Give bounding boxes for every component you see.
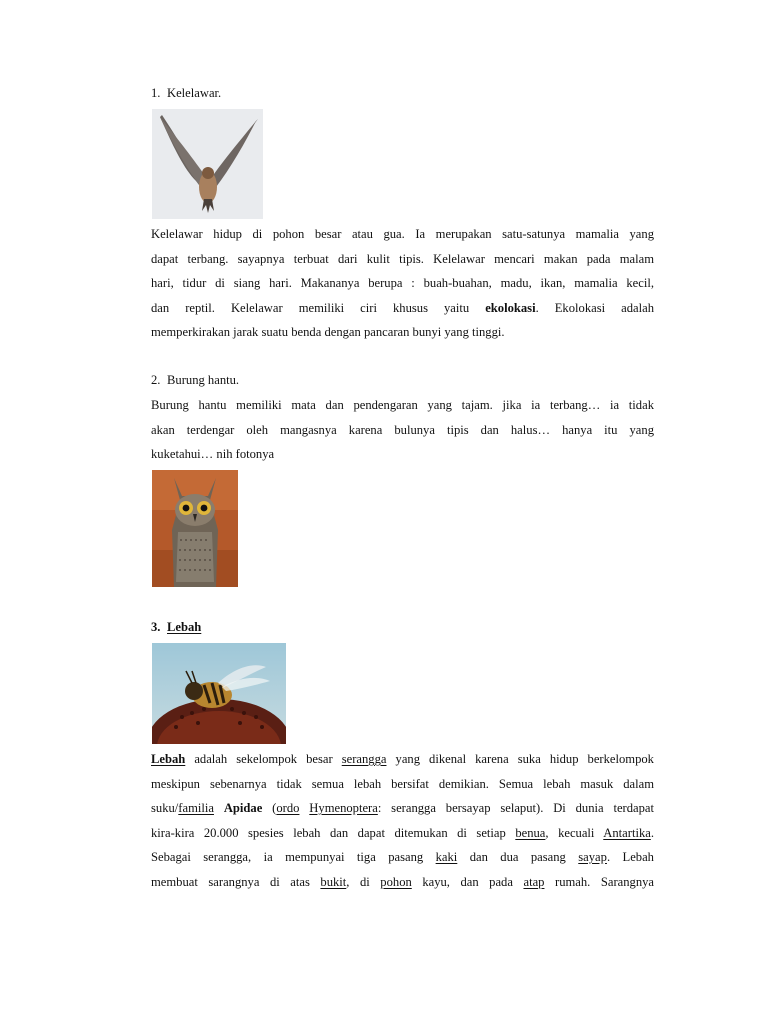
- text-run: : serangga bersayap selaput). Di dunia terdapat: [377, 801, 654, 815]
- text-run: dan dua pasang: [469, 850, 566, 864]
- text-run: Burung hantu memiliki mata dan pendengaran yang tajam.: [151, 398, 493, 412]
- text-line: [151, 393, 654, 418]
- text-line: [151, 747, 654, 772]
- text-run: . Lebah: [606, 850, 654, 864]
- section-title: Lebah: [167, 620, 202, 634]
- owl-image: [152, 470, 238, 587]
- bee-image: [152, 643, 286, 744]
- text-line: kuketahui… nih fotonya: [151, 447, 275, 461]
- link-benua[interactable]: benua: [515, 825, 546, 840]
- paragraph-kelelawar: [151, 222, 654, 345]
- link-atap[interactable]: atap: [523, 874, 545, 889]
- text-run: ia terbang… ia tidak: [531, 398, 654, 412]
- text-run: rumah. Sarangnya: [555, 874, 654, 889]
- text-line: [151, 796, 654, 821]
- term-ekolokasi: ekolokasi: [485, 300, 536, 315]
- text-line: meskipun sebenarnya tidak semua lebah bersifat demikian. Semua lebah masuk dalam: [151, 776, 654, 791]
- link-familia[interactable]: familia: [178, 801, 214, 815]
- text-line: memperkirakan jarak suatu benda dengan pancaran bunyi yang tinggi.: [151, 325, 505, 339]
- text-line: [151, 296, 654, 321]
- section-number: 3.: [151, 620, 161, 634]
- text-run: , kecuali: [545, 825, 595, 840]
- bat-image: [152, 109, 263, 219]
- section-title: Burung hantu.: [167, 373, 240, 387]
- text-line: [151, 845, 654, 870]
- section-heading-burung-hantu: [151, 370, 654, 390]
- link-hymenoptera[interactable]: Hymenoptera: [309, 801, 378, 815]
- text-run: kira-kira 20.000 spesies lebah dan dapat ditemukan di setiap: [151, 825, 506, 840]
- link-pohon[interactable]: pohon: [380, 874, 412, 889]
- text-run: (: [272, 801, 277, 815]
- paragraph-lebah: [151, 747, 654, 894]
- link-kaki[interactable]: kaki: [435, 850, 458, 864]
- section-number: 2.: [151, 373, 161, 387]
- text-line: [151, 821, 654, 846]
- text-run: adalah sekelompok besar: [194, 752, 333, 766]
- text-run: suku/: [151, 801, 179, 815]
- text-line: [151, 870, 654, 895]
- text-run: dan reptil. Kelelawar memiliki ciri khusus yaitu: [151, 300, 470, 315]
- link-ordo[interactable]: ordo: [276, 801, 300, 815]
- link-lebah[interactable]: Lebah: [151, 752, 186, 766]
- text-run: membuat sarangnya di atas: [151, 874, 310, 889]
- link-sayap[interactable]: sayap: [578, 850, 607, 864]
- text-run: . Ekolokasi adalah: [535, 300, 654, 315]
- section-title: Kelelawar.: [167, 86, 222, 100]
- text-run: jika: [502, 398, 522, 412]
- text-run: .: [650, 825, 654, 840]
- link-bukit[interactable]: bukit: [320, 874, 347, 889]
- text-line: dapat terbang. sayapnya terbuat dari kulit tipis. Kelelawar mencari makan pada malam: [151, 251, 654, 266]
- link-serangga[interactable]: serangga: [341, 752, 387, 766]
- text-line: Kelelawar hidup di pohon besar atau gua. Ia merupakan satu-satunya mamalia yang: [151, 227, 654, 241]
- text-run: yang dikenal karena suka hidup berkelompok: [395, 752, 654, 766]
- section-heading-lebah: [151, 617, 654, 637]
- section-heading-kelelawar: [151, 83, 654, 103]
- text-line: hari, tidur di siang hari. Makananya berupa : buah-buahan, madu, ikan, mamalia kecil,: [151, 276, 654, 290]
- text-run: Sebagai serangga, ia mempunyai tiga pasang: [151, 850, 424, 864]
- link-antartika[interactable]: Antartika: [603, 825, 651, 840]
- term-apidae: Apidae: [223, 801, 263, 815]
- section-number: 1.: [151, 86, 161, 100]
- text-run: , di: [346, 874, 370, 889]
- text-run: kayu, dan pada: [422, 874, 513, 889]
- text-line: akan terdengar oleh mangasnya karena bulunya tipis dan halus… hanya itu yang: [151, 422, 654, 437]
- paragraph-burung-hantu: [151, 393, 654, 467]
